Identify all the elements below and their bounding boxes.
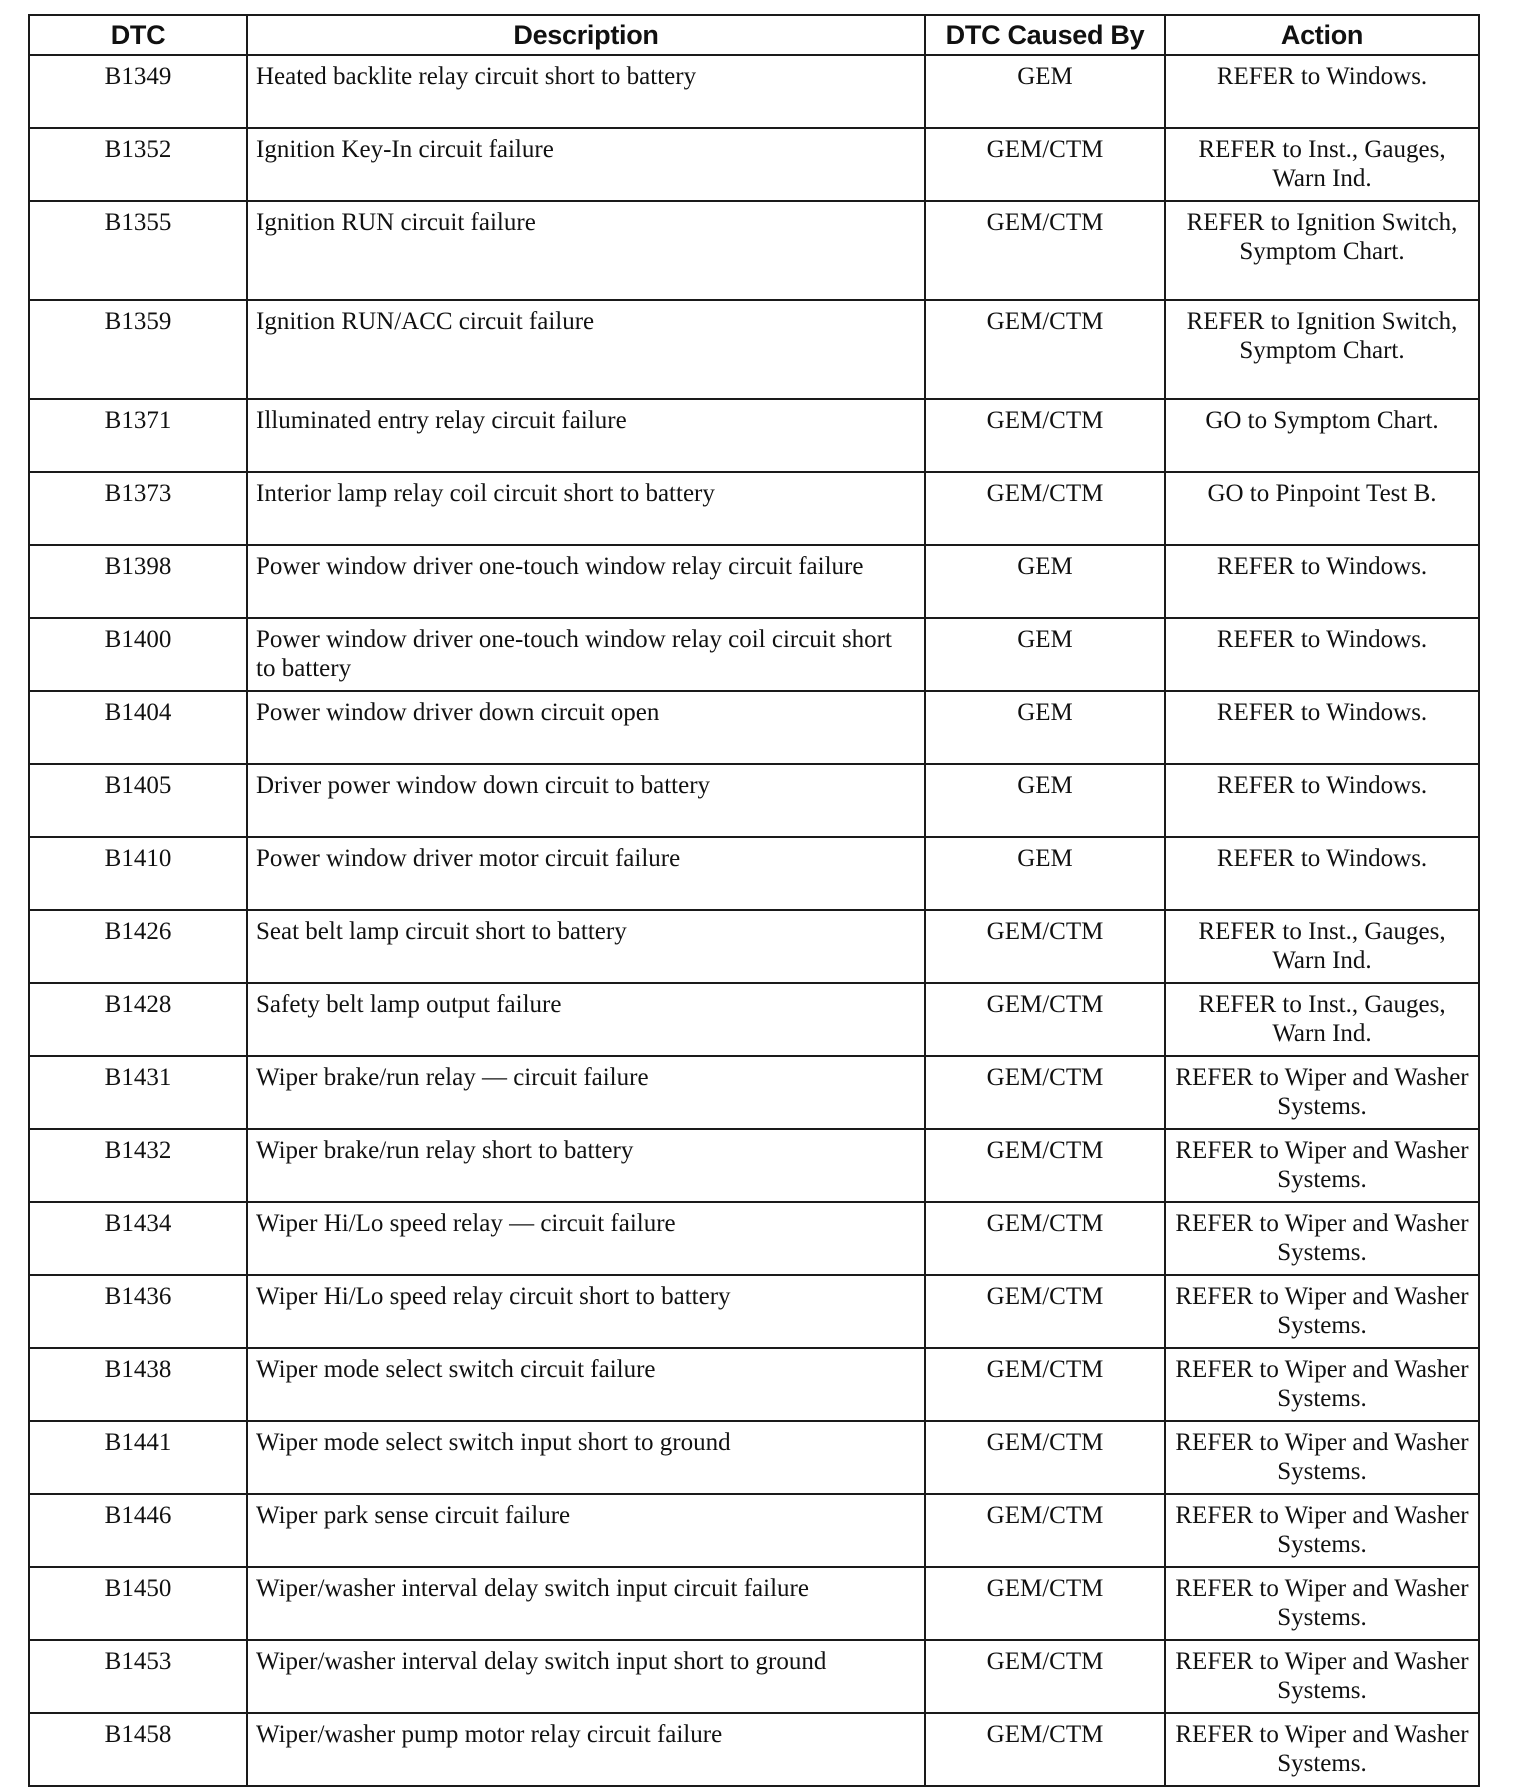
cell-caused-by: GEM	[925, 545, 1165, 618]
cell-action: REFER to Inst., Gauges, Warn Ind.	[1165, 910, 1479, 983]
cell-action: REFER to Windows.	[1165, 764, 1479, 837]
cell-action: REFER to Inst., Gauges, Warn Ind.	[1165, 128, 1479, 201]
cell-caused-by: GEM/CTM	[925, 1348, 1165, 1421]
table-row	[29, 128, 1479, 201]
cell-action: REFER to Windows.	[1165, 55, 1479, 128]
cell-description: Seat belt lamp circuit short to battery	[247, 910, 925, 983]
cell-action: REFER to Wiper and Washer Systems.	[1165, 1567, 1479, 1640]
cell-caused-by: GEM/CTM	[925, 1275, 1165, 1348]
table-row	[29, 691, 1479, 764]
table-row	[29, 910, 1479, 983]
cell-description: Wiper brake/run relay — circuit failure	[247, 1056, 925, 1129]
cell-description: Ignition RUN circuit failure	[247, 201, 925, 300]
cell-caused-by: GEM/CTM	[925, 1129, 1165, 1202]
cell-description: Wiper mode select switch input short to ground	[247, 1421, 925, 1494]
cell-dtc: B1349	[29, 55, 247, 128]
cell-dtc: B1352	[29, 128, 247, 201]
cell-action: REFER to Wiper and Washer Systems.	[1165, 1056, 1479, 1129]
cell-action: REFER to Ignition Switch, Symptom Chart.	[1165, 300, 1479, 399]
cell-caused-by: GEM/CTM	[925, 1056, 1165, 1129]
cell-action: REFER to Windows.	[1165, 837, 1479, 910]
cell-action: REFER to Wiper and Washer Systems.	[1165, 1421, 1479, 1494]
cell-caused-by: GEM/CTM	[925, 399, 1165, 472]
table-row	[29, 1129, 1479, 1202]
cell-caused-by: GEM	[925, 618, 1165, 691]
cell-caused-by: GEM	[925, 764, 1165, 837]
cell-caused-by: GEM/CTM	[925, 1640, 1165, 1713]
cell-action: GO to Symptom Chart.	[1165, 399, 1479, 472]
cell-dtc: B1431	[29, 1056, 247, 1129]
cell-action: REFER to Ignition Switch, Symptom Chart.	[1165, 201, 1479, 300]
cell-description: Ignition Key-In circuit failure	[247, 128, 925, 201]
table-row	[29, 472, 1479, 545]
cell-dtc: B1371	[29, 399, 247, 472]
cell-caused-by: GEM/CTM	[925, 1567, 1165, 1640]
cell-description: Interior lamp relay coil circuit short to battery	[247, 472, 925, 545]
table-row	[29, 837, 1479, 910]
cell-dtc: B1446	[29, 1494, 247, 1567]
cell-action: GO to Pinpoint Test B.	[1165, 472, 1479, 545]
cell-caused-by: GEM	[925, 837, 1165, 910]
cell-dtc: B1453	[29, 1640, 247, 1713]
cell-dtc: B1450	[29, 1567, 247, 1640]
cell-description: Wiper/washer pump motor relay circuit failure	[247, 1713, 925, 1786]
cell-description: Wiper/washer interval delay switch input circuit failure	[247, 1567, 925, 1640]
header-caused-by: DTC Caused By	[925, 15, 1165, 55]
cell-dtc: B1404	[29, 691, 247, 764]
cell-action: REFER to Windows.	[1165, 545, 1479, 618]
cell-action: REFER to Windows.	[1165, 618, 1479, 691]
table-row	[29, 1713, 1479, 1786]
cell-caused-by: GEM/CTM	[925, 1713, 1165, 1786]
table-header-row	[29, 15, 1479, 55]
header-action: Action	[1165, 15, 1479, 55]
cell-caused-by: GEM/CTM	[925, 1494, 1165, 1567]
cell-description: Power window driver motor circuit failure	[247, 837, 925, 910]
cell-description: Heated backlite relay circuit short to battery	[247, 55, 925, 128]
cell-action: REFER to Wiper and Washer Systems.	[1165, 1640, 1479, 1713]
table-row	[29, 1275, 1479, 1348]
cell-action: REFER to Wiper and Washer Systems.	[1165, 1713, 1479, 1786]
cell-description: Driver power window down circuit to battery	[247, 764, 925, 837]
table-row	[29, 1056, 1479, 1129]
cell-action: REFER to Wiper and Washer Systems.	[1165, 1494, 1479, 1567]
table-row	[29, 300, 1479, 399]
table-row	[29, 1421, 1479, 1494]
cell-caused-by: GEM/CTM	[925, 983, 1165, 1056]
cell-action: REFER to Wiper and Washer Systems.	[1165, 1202, 1479, 1275]
table-row	[29, 55, 1479, 128]
cell-dtc: B1398	[29, 545, 247, 618]
cell-action: REFER to Wiper and Washer Systems.	[1165, 1275, 1479, 1348]
cell-description: Wiper brake/run relay short to battery	[247, 1129, 925, 1202]
cell-action: REFER to Inst., Gauges, Warn Ind.	[1165, 983, 1479, 1056]
cell-description: Wiper Hi/Lo speed relay circuit short to battery	[247, 1275, 925, 1348]
cell-caused-by: GEM/CTM	[925, 472, 1165, 545]
cell-dtc: B1410	[29, 837, 247, 910]
cell-description: Safety belt lamp output failure	[247, 983, 925, 1056]
table-row	[29, 1494, 1479, 1567]
cell-dtc: B1373	[29, 472, 247, 545]
cell-description: Wiper park sense circuit failure	[247, 1494, 925, 1567]
cell-dtc: B1355	[29, 201, 247, 300]
cell-dtc: B1359	[29, 300, 247, 399]
cell-caused-by: GEM/CTM	[925, 1421, 1165, 1494]
table-row	[29, 1202, 1479, 1275]
dtc-table	[28, 14, 1480, 1787]
cell-description: Power window driver one-touch window relay circuit failure	[247, 545, 925, 618]
cell-caused-by: GEM/CTM	[925, 128, 1165, 201]
table-row	[29, 399, 1479, 472]
header-description: Description	[247, 15, 925, 55]
cell-caused-by: GEM	[925, 691, 1165, 764]
cell-dtc: B1428	[29, 983, 247, 1056]
cell-description: Power window driver down circuit open	[247, 691, 925, 764]
cell-caused-by: GEM/CTM	[925, 300, 1165, 399]
cell-caused-by: GEM/CTM	[925, 201, 1165, 300]
table-row	[29, 1348, 1479, 1421]
cell-dtc: B1441	[29, 1421, 247, 1494]
cell-dtc: B1426	[29, 910, 247, 983]
table-row	[29, 545, 1479, 618]
cell-dtc: B1434	[29, 1202, 247, 1275]
cell-dtc: B1432	[29, 1129, 247, 1202]
cell-description: Ignition RUN/ACC circuit failure	[247, 300, 925, 399]
cell-caused-by: GEM/CTM	[925, 1202, 1165, 1275]
cell-dtc: B1436	[29, 1275, 247, 1348]
cell-dtc: B1400	[29, 618, 247, 691]
cell-action: REFER to Wiper and Washer Systems.	[1165, 1348, 1479, 1421]
cell-dtc: B1405	[29, 764, 247, 837]
table-row	[29, 1567, 1479, 1640]
table-row	[29, 764, 1479, 837]
header-dtc: DTC	[29, 15, 247, 55]
cell-dtc: B1458	[29, 1713, 247, 1786]
cell-action: REFER to Windows.	[1165, 691, 1479, 764]
table-row	[29, 1640, 1479, 1713]
cell-dtc: B1438	[29, 1348, 247, 1421]
table-row	[29, 983, 1479, 1056]
cell-description: Illuminated entry relay circuit failure	[247, 399, 925, 472]
cell-description: Wiper Hi/Lo speed relay — circuit failure	[247, 1202, 925, 1275]
table-row	[29, 618, 1479, 691]
cell-description: Wiper mode select switch circuit failure	[247, 1348, 925, 1421]
cell-description: Power window driver one-touch window relay coil circuit short to battery	[247, 618, 925, 691]
cell-description: Wiper/washer interval delay switch input short to ground	[247, 1640, 925, 1713]
cell-caused-by: GEM	[925, 55, 1165, 128]
table-row	[29, 201, 1479, 300]
cell-action: REFER to Wiper and Washer Systems.	[1165, 1129, 1479, 1202]
cell-caused-by: GEM/CTM	[925, 910, 1165, 983]
table-body	[29, 55, 1479, 1786]
